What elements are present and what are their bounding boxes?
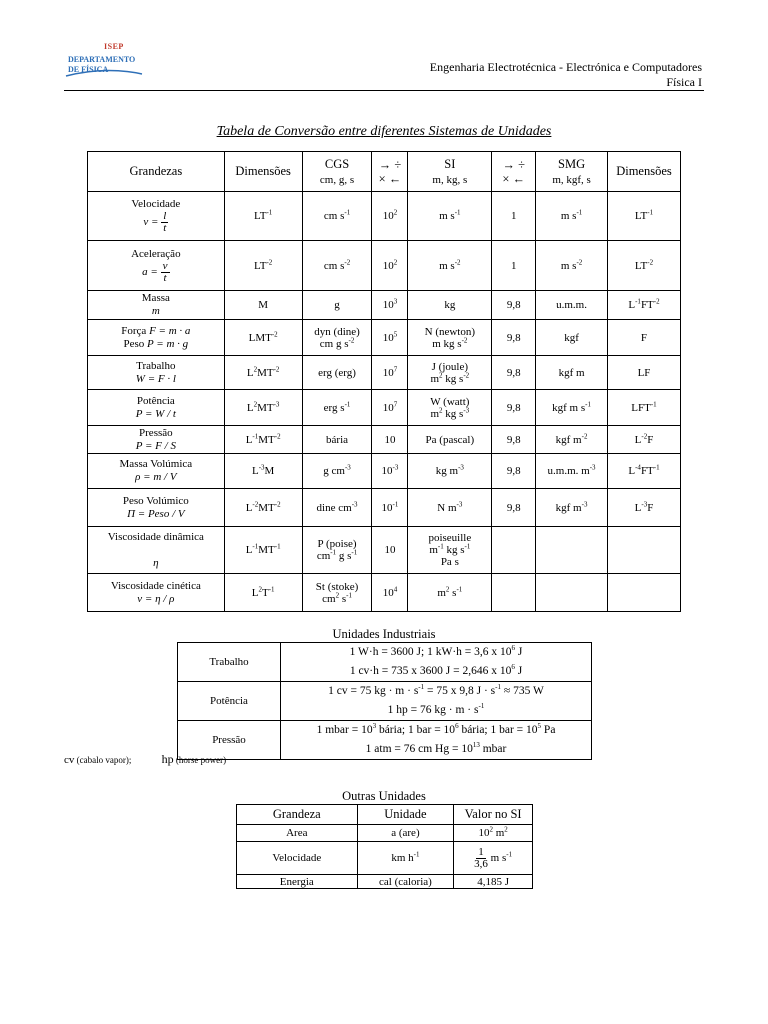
- factor-cell: 9,8: [492, 454, 536, 489]
- dimension-cell: $L^2MT^{-3}$: [224, 390, 302, 426]
- factor-cell: 9,8: [492, 356, 536, 390]
- dimension-cell: $L^2MT^{-2}$: [224, 356, 302, 390]
- header-dimensions: Dimensões: [224, 152, 302, 192]
- smg-cell: kgf $m^{-3}$: [536, 489, 608, 527]
- table-row: Energia cal (caloria) 4,185 J: [237, 875, 533, 889]
- table-row: Velocidade km $h^{-1}$ $\frac{1}{3,6}$ m $s^{-1}$: [237, 842, 533, 875]
- quantity-name: Peso Volúmico: [122, 494, 189, 507]
- table-row: [178, 682, 592, 721]
- dimension-cell: $LT^{-2}$: [607, 241, 680, 291]
- header-si-value: Valor no SI: [454, 805, 533, 825]
- dimension-cell: $LMT^{-2}$: [224, 320, 302, 356]
- smg-cell: m $s^{-2}$: [536, 241, 608, 291]
- quantity-name: Massa: [141, 292, 170, 304]
- row-label: Pressão: [178, 721, 281, 760]
- factor-cell: $10^2$: [372, 241, 408, 291]
- quantity-name: Viscosidade dinâmica: [107, 530, 204, 543]
- logo-swoosh-icon: [64, 68, 144, 78]
- factor-cell: 10: [372, 527, 408, 574]
- quantity-name: Trabalho: [136, 359, 176, 372]
- table-row: Massa Volúmica ρ = m / V $L^{-3}M$ g $cm^{-3}$ $10^{-3}$ kg $m^{-3}$ 9,8 u.m.m. $m^{-3}$ $L^{-4}FT^{-1}$: [88, 454, 681, 489]
- cgs-cell: g: [302, 291, 372, 320]
- dimension-cell: $L^{-1}FT^{-2}$: [607, 291, 680, 320]
- course-name: Engenharia Electrotécnica - Electrónica e Computadores: [429, 60, 702, 74]
- page-title: Tabela de Conversão entre diferentes Sistemas de Unidades: [216, 124, 552, 139]
- industrial-units-table: [177, 642, 592, 760]
- quantity-name: Peso: [123, 337, 148, 350]
- table-row: Força F = m · a Peso P = m · g $LMT^{-2}$ dyn (dine) cm g $s^{-2}$ $10^5$ N (newton) m kg $s^{-2}$ 9,8 kgf F: [88, 320, 681, 356]
- factor-cell: $10^2$: [372, 192, 408, 241]
- other-units-title: Outras Unidades: [342, 789, 426, 803]
- si-cell: poiseuille $m^{-1}$ kg $s^{-1}$ Pa s: [408, 527, 492, 574]
- header-unit: Unidade: [357, 805, 454, 825]
- formula-lhs: v =: [143, 216, 159, 229]
- formula-fraction: $\frac{v}{t}$: [162, 259, 168, 284]
- dimension-cell: $L^2T^{-1}$: [224, 574, 302, 612]
- quantity-name: Aceleração: [131, 247, 181, 260]
- header-cgs: CGS cm, g, s: [302, 152, 372, 192]
- header-dimensions-2: Dimensões: [607, 152, 680, 192]
- cgs-cell: erg $s^{-1}$: [302, 390, 372, 426]
- conversion-table: [87, 151, 681, 612]
- factor-cell: 9,8: [492, 489, 536, 527]
- row-label: Trabalho: [178, 643, 281, 682]
- factor-cell: [492, 574, 536, 612]
- industrial-units-title: Unidades Industriais: [332, 627, 436, 641]
- smg-cell: kgf m $s^{-1}$: [536, 390, 608, 426]
- quantity-name: Viscosidade cinética: [110, 579, 201, 592]
- factor-cell: $10^5$: [372, 320, 408, 356]
- cgs-cell: dine $cm^{-3}$: [302, 489, 372, 527]
- header-divider: [64, 90, 704, 91]
- dimension-cell: $L^{-2}F$: [607, 426, 680, 454]
- table-row: [88, 192, 681, 241]
- table-row: Peso Volúmico Π = Peso / V $L^{-2}MT^{-2}$ dine $cm^{-3}$ $10^{-1}$ N $m^{-3}$ 9,8 kgf $m^{-3}$ $L^{-3}F$: [88, 489, 681, 527]
- cgs-cell: g $cm^{-3}$: [302, 454, 372, 489]
- factor-cell: $10^4$: [372, 574, 408, 612]
- smg-cell: kgf $m^{-2}$: [536, 426, 608, 454]
- header-quantity: Grandezas: [88, 152, 225, 192]
- factor-cell: $10^7$: [372, 356, 408, 390]
- table-row: Potência P = W / t $L^2MT^{-3}$ erg $s^{-1}$ $10^7$ W (watt) $m^2$ kg $s^{-3}$ 9,8 kgf m $s^{-1}$ $LFT^{-1}$: [88, 390, 681, 426]
- cgs-cell: P (poise) $cm^{-1}$ g $s^{-1}$: [302, 527, 372, 574]
- smg-cell: u.m.m.: [536, 291, 608, 320]
- smg-cell: kgf: [536, 320, 608, 356]
- factor-cell: $10^{-3}$: [372, 454, 408, 489]
- header-conversion-2: → ÷ × ←: [492, 152, 536, 192]
- formula: m: [151, 305, 160, 317]
- factor-cell: 10: [372, 426, 408, 454]
- header-smg: SMG m, kgf, s: [536, 152, 608, 192]
- dimension-cell: M: [224, 291, 302, 320]
- factor-cell: 9,8: [492, 320, 536, 356]
- factor-cell: $10^7$: [372, 390, 408, 426]
- factor-cell: $10^3$: [372, 291, 408, 320]
- dimension-cell: $L^{-3}F$: [607, 489, 680, 527]
- si-cell: J (joule) $m^2$ kg $s^{-2}$: [408, 356, 492, 390]
- si-cell: kg $m^{-3}$: [408, 454, 492, 489]
- abbreviation-note: cv (cabalo vapor); hp (horse power): [64, 752, 227, 766]
- dimension-cell: [607, 527, 680, 574]
- table-row: Viscosidade dinâmica η $L^{-1}MT^{-1}$ P (poise) $cm^{-1}$ g $s^{-1}$ 10 poiseuille $m^{-1}$ kg $s^{-1}$ Pa s: [88, 527, 681, 574]
- table-row: Viscosidade cinética ν = η / ρ $L^2T^{-1}$ St (stoke) $cm^2$ $s^{-1}$ $10^4$ $m^2$ $s^{-1}$: [88, 574, 681, 612]
- dimension-cell: $LT^{-1}$: [224, 192, 302, 241]
- dimension-cell: $L^{-4}FT^{-1}$: [607, 454, 680, 489]
- header-si: SI m, kg, s: [408, 152, 492, 192]
- dimension-cell: $L^{-2}MT^{-2}$: [224, 489, 302, 527]
- table-row: Area a (are) $10^2$ $m^2$: [237, 825, 533, 842]
- factor-cell: 1: [492, 241, 536, 291]
- si-cell: m $s^{-1}$: [408, 192, 492, 241]
- si-cell: W (watt) $m^2$ kg $s^{-3}$: [408, 390, 492, 426]
- table-row: [88, 241, 681, 291]
- dimension-cell: $LT^{-1}$: [607, 192, 680, 241]
- dimension-cell: LF: [607, 356, 680, 390]
- cgs-cell: erg (erg): [302, 356, 372, 390]
- row-value: 1 mbar = $10^3$ bária; 1 bar = $10^6$ bária; 1 bar = $10^5$ Pa 1 atm = 76 cm $Hg = 10^{13}$ mbar: [281, 721, 592, 760]
- cgs-cell: dyn (dine) cm g $s^{-2}$: [302, 320, 372, 356]
- factor-cell: 9,8: [492, 426, 536, 454]
- value-fraction: $\frac{1}{3,6}$: [474, 845, 488, 870]
- si-cell: $m^2$ $s^{-1}$: [408, 574, 492, 612]
- cgs-cell: bária: [302, 426, 372, 454]
- department-logo: [64, 40, 154, 80]
- logo-isep-text: ISEP: [104, 42, 124, 51]
- si-cell: kg: [408, 291, 492, 320]
- formula-lhs: a =: [142, 265, 158, 278]
- dimension-cell: $L^{-3}M$: [224, 454, 302, 489]
- quantity-name: Massa Volúmica: [119, 458, 193, 470]
- factor-cell: 9,8: [492, 291, 536, 320]
- row-value: 1 W·h = 3600 J; 1 kW·h = 3,6 x $10^6$ J 1 cv·h = 735 x 3600 J = 2,646 x $10^6$ J: [281, 643, 592, 682]
- dimension-cell: $L^{-1}MT^{-2}$: [224, 426, 302, 454]
- header-conversion-1: → ÷ × ←: [372, 152, 408, 192]
- subject-name: Física I: [666, 75, 702, 89]
- si-cell: Pa (pascal): [408, 426, 492, 454]
- cgs-cell: cm $s^{-1}$: [302, 192, 372, 241]
- factor-cell: [492, 527, 536, 574]
- cgs-cell: cm $s^{-2}$: [302, 241, 372, 291]
- smg-cell: kgf m: [536, 356, 608, 390]
- other-units-table: [236, 804, 533, 889]
- table-row: Trabalho W = F · l $L^2MT^{-2}$ erg (erg) $10^7$ J (joule) $m^2$ kg $s^{-2}$ 9,8 kgf m LF: [88, 356, 681, 390]
- cgs-cell: St (stoke) $cm^2$ $s^{-1}$: [302, 574, 372, 612]
- dimension-cell: $LFT^{-1}$: [607, 390, 680, 426]
- quantity-name: Pressão: [139, 426, 173, 439]
- header-row: [237, 805, 533, 825]
- row-label: Potência: [178, 682, 281, 721]
- smg-cell: m $s^{-1}$: [536, 192, 608, 241]
- smg-cell: u.m.m. $m^{-3}$: [536, 454, 608, 489]
- header-quantity: Grandeza: [237, 805, 358, 825]
- quantity-name: Potência: [136, 394, 175, 407]
- dimension-cell: $L^{-1}MT^{-1}$: [224, 527, 302, 574]
- quantity-name: Força: [121, 324, 150, 337]
- si-cell: N $m^{-3}$: [408, 489, 492, 527]
- quantity-name: Velocidade: [131, 198, 181, 210]
- dimension-cell: $LT^{-2}$: [224, 241, 302, 291]
- formula-fraction: $\frac{l}{t}$: [163, 210, 167, 234]
- factor-cell: 9,8: [492, 390, 536, 426]
- table-row: [178, 643, 592, 682]
- logo-department-text: DEPARTAMENTO DE FÍSICA: [68, 55, 136, 74]
- factor-cell: $10^{-1}$: [372, 489, 408, 527]
- smg-cell: [536, 527, 608, 574]
- factor-cell: 1: [492, 192, 536, 241]
- header-row: [88, 152, 681, 192]
- row-value: 1 cv = 75 kg · $m \cdot s^{-1} = 75$ x 9,8 $J \cdot s^{-1} \approx 735$ W 1 hp = 76 kg · $m \cdot s^{-1}$: [281, 682, 592, 721]
- table-row: [178, 721, 592, 760]
- dimension-cell: F: [607, 320, 680, 356]
- table-row: Pressão P = F / S $L^{-1}MT^{-2}$ bária 10 Pa (pascal) 9,8 kgf $m^{-2}$ $L^{-2}F$: [88, 426, 681, 454]
- si-cell: m $s^{-2}$: [408, 241, 492, 291]
- dimension-cell: [607, 574, 680, 612]
- smg-cell: [536, 574, 608, 612]
- table-row: [88, 291, 681, 320]
- si-cell: N (newton) m kg $s^{-2}$: [408, 320, 492, 356]
